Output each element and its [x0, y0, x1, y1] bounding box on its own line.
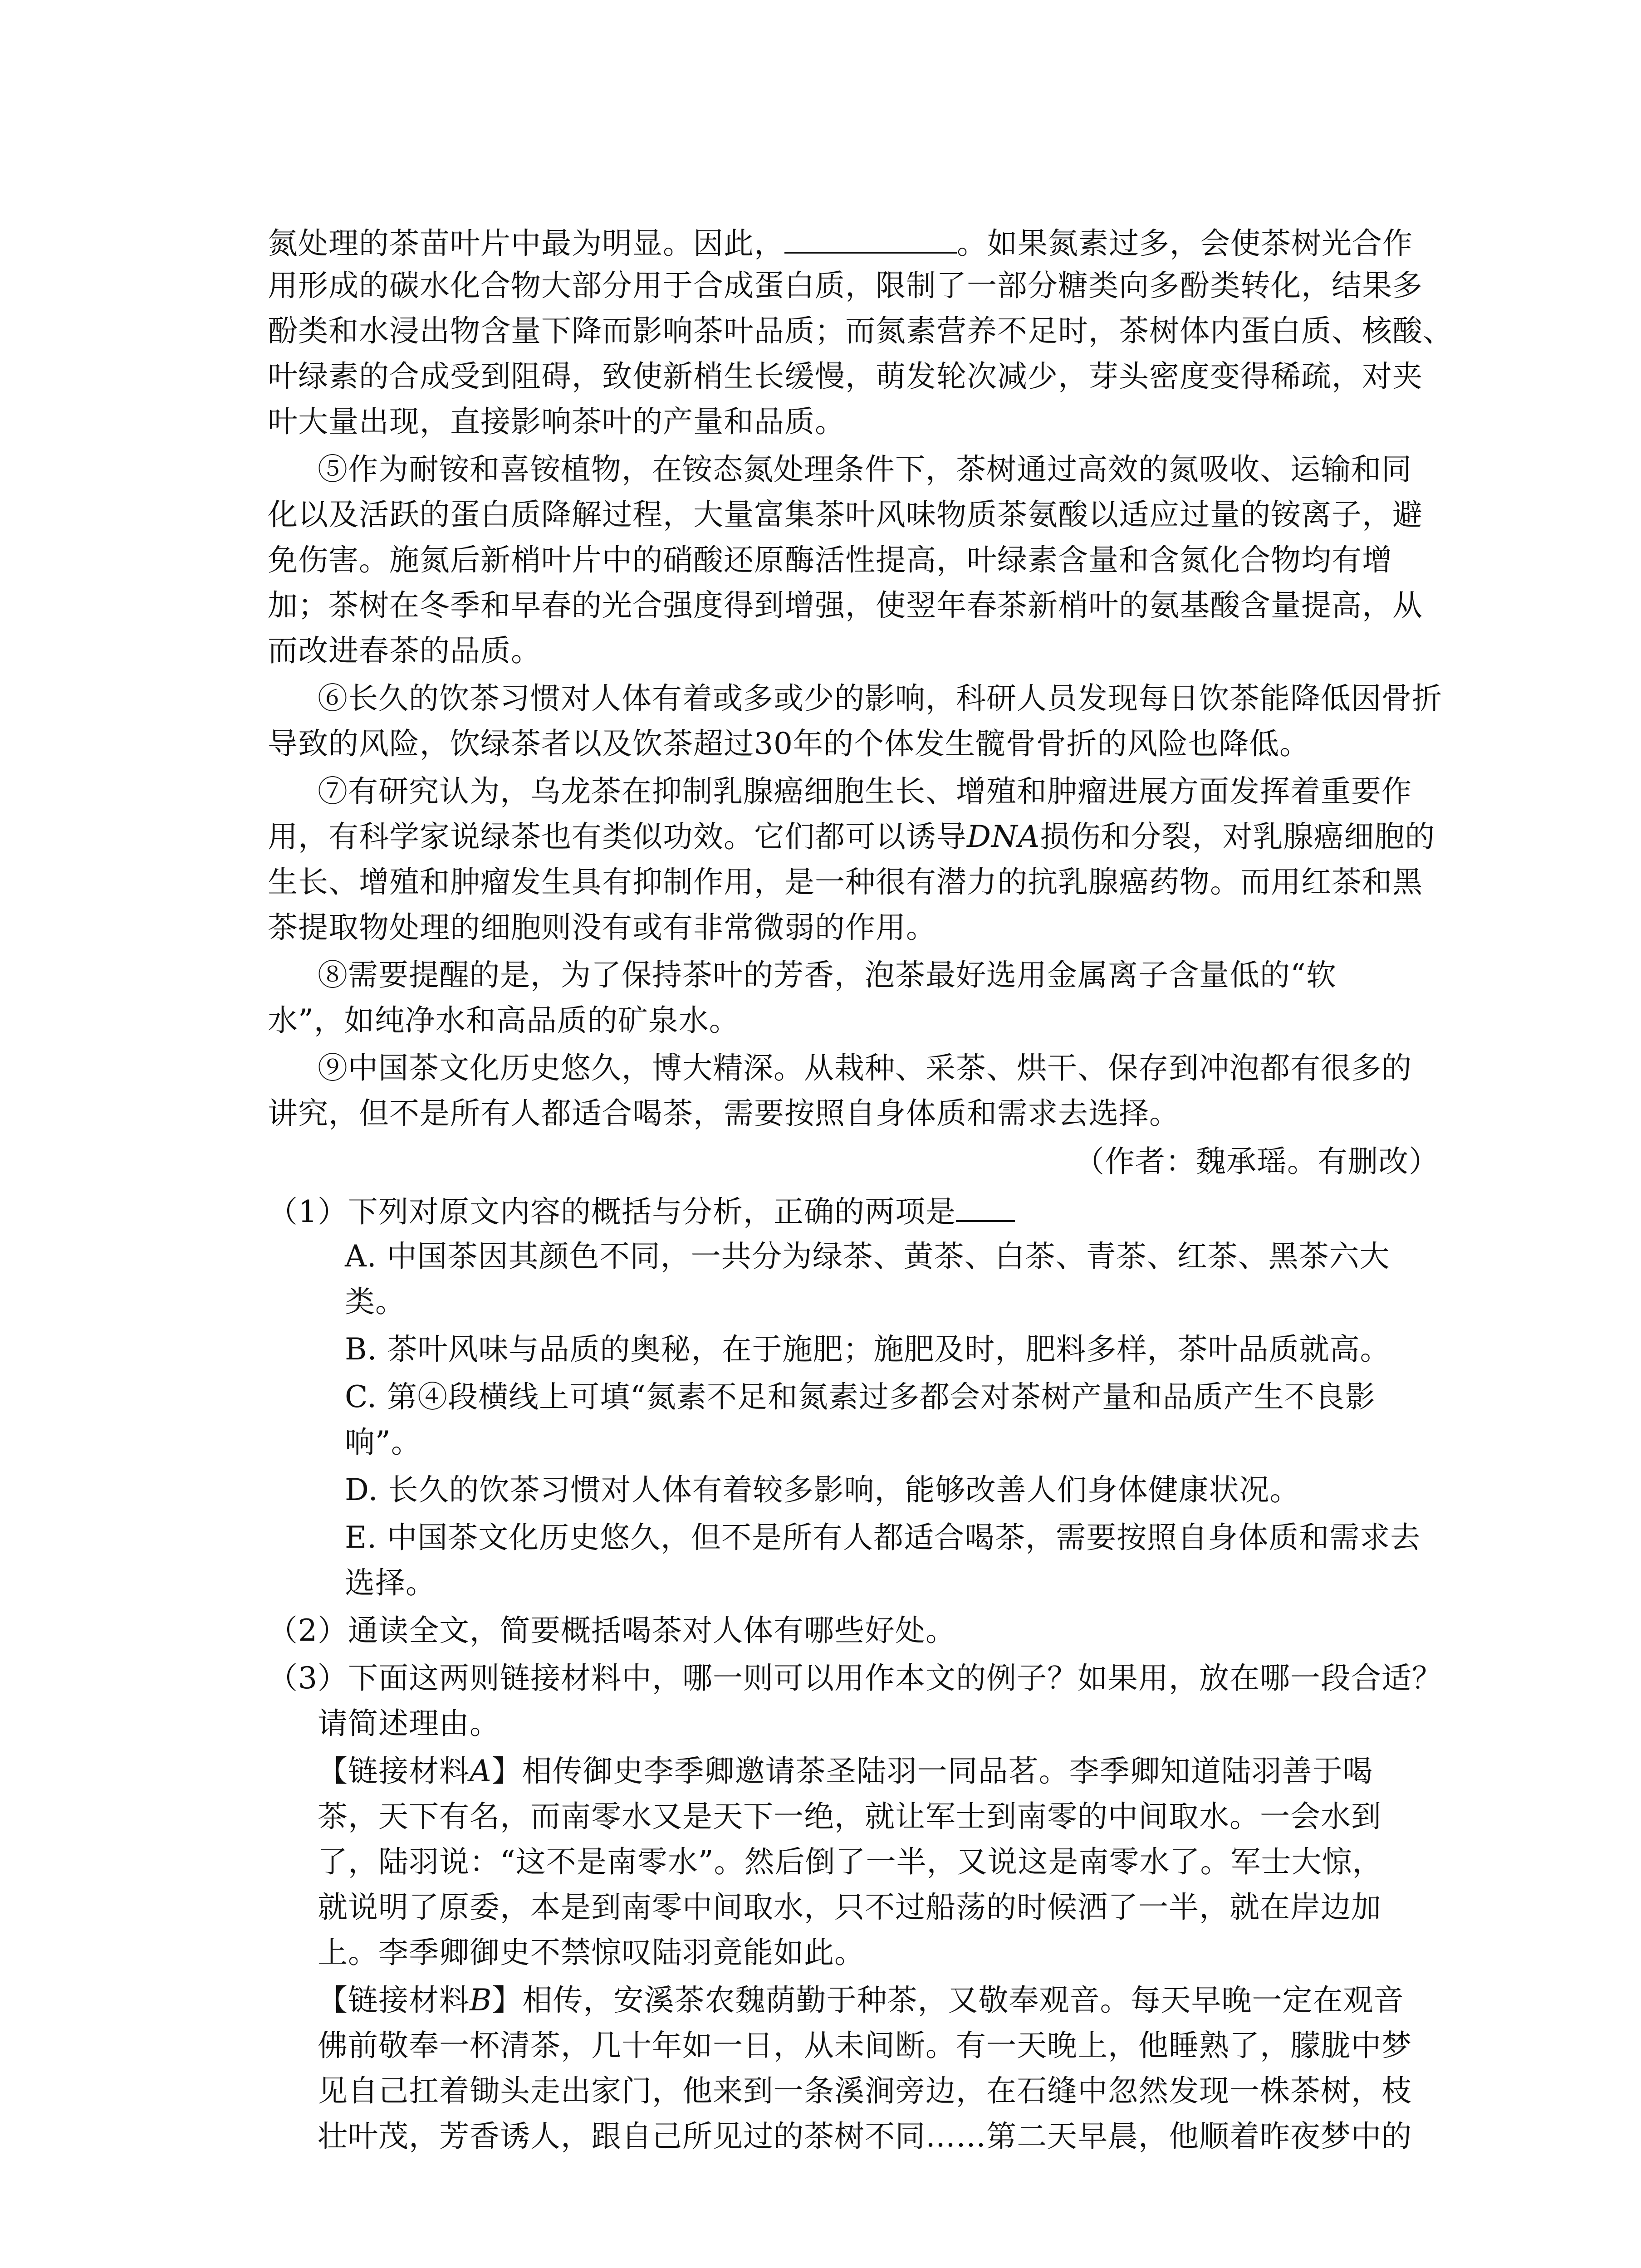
- passage-line: 化以及活跃的蛋白质降解过程，大量富集茶叶风味物质茶氨酸以适应过量的铵离子，避: [268, 497, 1423, 532]
- passage-line: 用形成的碳水化合物大部分用于合成蛋白质，限制了一部分糖类向多酚类转化，结果多: [268, 268, 1423, 303]
- question-2: （2）通读全文，简要概括喝茶对人体有哪些好处。: [268, 1613, 956, 1648]
- option-c-cont: 响”。: [345, 1425, 421, 1460]
- passage-line: 叶大量出现，直接影响茶叶的产量和品质。: [268, 404, 845, 439]
- option-b: B. 茶叶风味与品质的奥秘，在于施肥；施肥及时，肥料多样，茶叶品质就高。: [345, 1332, 1391, 1367]
- passage-line: [268, 225, 1413, 259]
- material-a-line: [318, 1754, 1373, 1789]
- paragraph-6-line: ⑥长久的饮茶习惯对人体有着或多或少的影响，科研人员发现每日饮茶能降低因骨折: [318, 681, 1442, 716]
- passage-line: 导致的风险，饮绿茶者以及饮茶超过30年的个体发生髋骨骨折的风险也降低。: [268, 726, 1310, 761]
- option-e: E. 中国茶文化历史悠久，但不是所有人都适合喝茶，需要按照自身体质和需求去: [345, 1520, 1421, 1555]
- material-a-line: 上。李季卿御史不禁惊叹陆羽竟能如此。: [318, 1935, 865, 1970]
- passage-line: 讲究，但不是所有人都适合喝茶，需要按照自身体质和需求去选择。: [268, 1096, 1180, 1131]
- passage-line: 茶提取物处理的细胞则没有或有非常微弱的作用。: [268, 910, 936, 945]
- material-text: 】相传御史李季卿邀请茶圣陆羽一同品茗。李季卿知道陆羽善于喝: [491, 1754, 1373, 1789]
- material-text: 】相传，安溪茶农魏荫勤于种茶，又敬奉观音。每天早晚一定在观音: [492, 1983, 1404, 2018]
- material-b-line: 壮叶茂，芳香诱人，跟自己所见过的茶树不同……第二天早晨，他顺着昨夜梦中的: [318, 2119, 1412, 2154]
- option-a: A. 中国茶因其颜色不同，一共分为绿茶、黄茶、白茶、青茶、红茶、黑茶六大: [345, 1239, 1390, 1274]
- passage-line: 而改进春茶的品质。: [268, 633, 541, 668]
- material-label-italic: B: [470, 1983, 492, 2018]
- passage-line: 免伤害。施氮后新梢叶片中的硝酸还原酶活性提高，叶绿素含量和含氮化合物均有增: [268, 543, 1392, 577]
- question-1: [268, 1194, 1015, 1227]
- material-a-line: 就说明了原委，本是到南零中间取水，只不过船荡的时候洒了一半，就在岸边加: [318, 1890, 1381, 1925]
- passage-text: 用，有科学家说绿茶也有类似功效。它们都可以诱导: [268, 819, 967, 854]
- material-b-line: 见自己扛着锄头走出家门，他来到一条溪涧旁边，在石缝中忽然发现一株茶树，枝: [318, 2073, 1412, 2108]
- passage-line: [268, 819, 1435, 854]
- question-3: （3）下面这两则链接材料中，哪一则可以用作本文的例子？如果用，放在哪一段合适？: [268, 1661, 1442, 1696]
- passage-line: 加；茶树在冬季和早春的光合强度得到增强，使翌年春茶新梢叶的氨基酸含量提高，从: [268, 588, 1423, 623]
- passage-line: 水”，如纯净水和高品质的矿泉水。: [268, 1003, 740, 1038]
- material-label-italic: A: [470, 1754, 492, 1789]
- passage-text-italic: DNA: [967, 819, 1040, 854]
- answer-blank[interactable]: [784, 225, 957, 254]
- option-a-cont: 类。: [345, 1284, 406, 1319]
- passage-line: 生长、增殖和肿瘤发生具有抑制作用，是一种很有潜力的抗乳腺癌药物。而用红茶和黑: [268, 865, 1423, 899]
- option-c: C. 第④段横线上可填“氮素不足和氮素过多都会对茶树产量和品质产生不良影: [345, 1379, 1376, 1414]
- option-d: D. 长久的饮茶习惯对人体有着较多影响，能够改善人们身体健康状况。: [345, 1472, 1300, 1507]
- paragraph-8-line: ⑧需要提醒的是，为了保持茶叶的芳香，泡茶最好选用金属离子含量低的“软: [318, 958, 1337, 992]
- author-note: （作者：魏承瑶。有删改）: [1074, 1144, 1439, 1179]
- material-text: 【链接材料: [318, 1754, 470, 1789]
- passage-line: 叶绿素的合成受到阻碍，致使新梢生长缓慢，萌发轮次减少，芽头密度变得稀疏，对夹: [268, 359, 1423, 394]
- paragraph-7-line: ⑦有研究认为，乌龙茶在抑制乳腺癌细胞生长、增殖和肿瘤进展方面发挥着重要作: [318, 774, 1412, 809]
- question-1-blank[interactable]: [956, 1194, 1015, 1222]
- passage-text: 损伤和分裂，对乳腺癌细胞的: [1040, 819, 1435, 854]
- material-b-line: 佛前敬奉一杯清茶，几十年如一日，从未间断。有一天晚上，他睡熟了，朦胧中梦: [318, 2028, 1412, 2063]
- material-a-line: 了，陆羽说：“这不是南零水”。然后倒了一半，又说这是南零水了。军士大惊，: [318, 1844, 1383, 1879]
- paragraph-9-line: ⑨中国茶文化历史悠久，博大精深。从栽种、采茶、烘干、保存到冲泡都有很多的: [318, 1051, 1412, 1085]
- material-a-line: 茶，天下有名，而南零水又是天下一绝，就让军士到南零的中间取水。一会水到: [318, 1799, 1381, 1834]
- option-e-cont: 选择。: [345, 1565, 436, 1600]
- passage-line: 酚类和水浸出物含量下降而影响茶叶品质；而氮素营养不足时，茶树体内蛋白质、核酸、: [268, 313, 1453, 348]
- question-3-cont: 请简述理由。: [318, 1706, 500, 1741]
- paragraph-5-line: ⑤作为耐铵和喜铵植物，在铵态氮处理条件下，茶树通过高效的氮吸收、运输和同: [318, 452, 1412, 487]
- material-b-line: [318, 1983, 1404, 2018]
- passage-text: 氮处理的茶苗叶片中最为明显。因此，: [268, 226, 784, 261]
- question-1-stem: （1）下列对原文内容的概括与分析，正确的两项是: [268, 1194, 956, 1229]
- passage-text: 。如果氮素过多，会使茶树光合作: [957, 226, 1413, 261]
- material-text: 【链接材料: [318, 1983, 470, 2018]
